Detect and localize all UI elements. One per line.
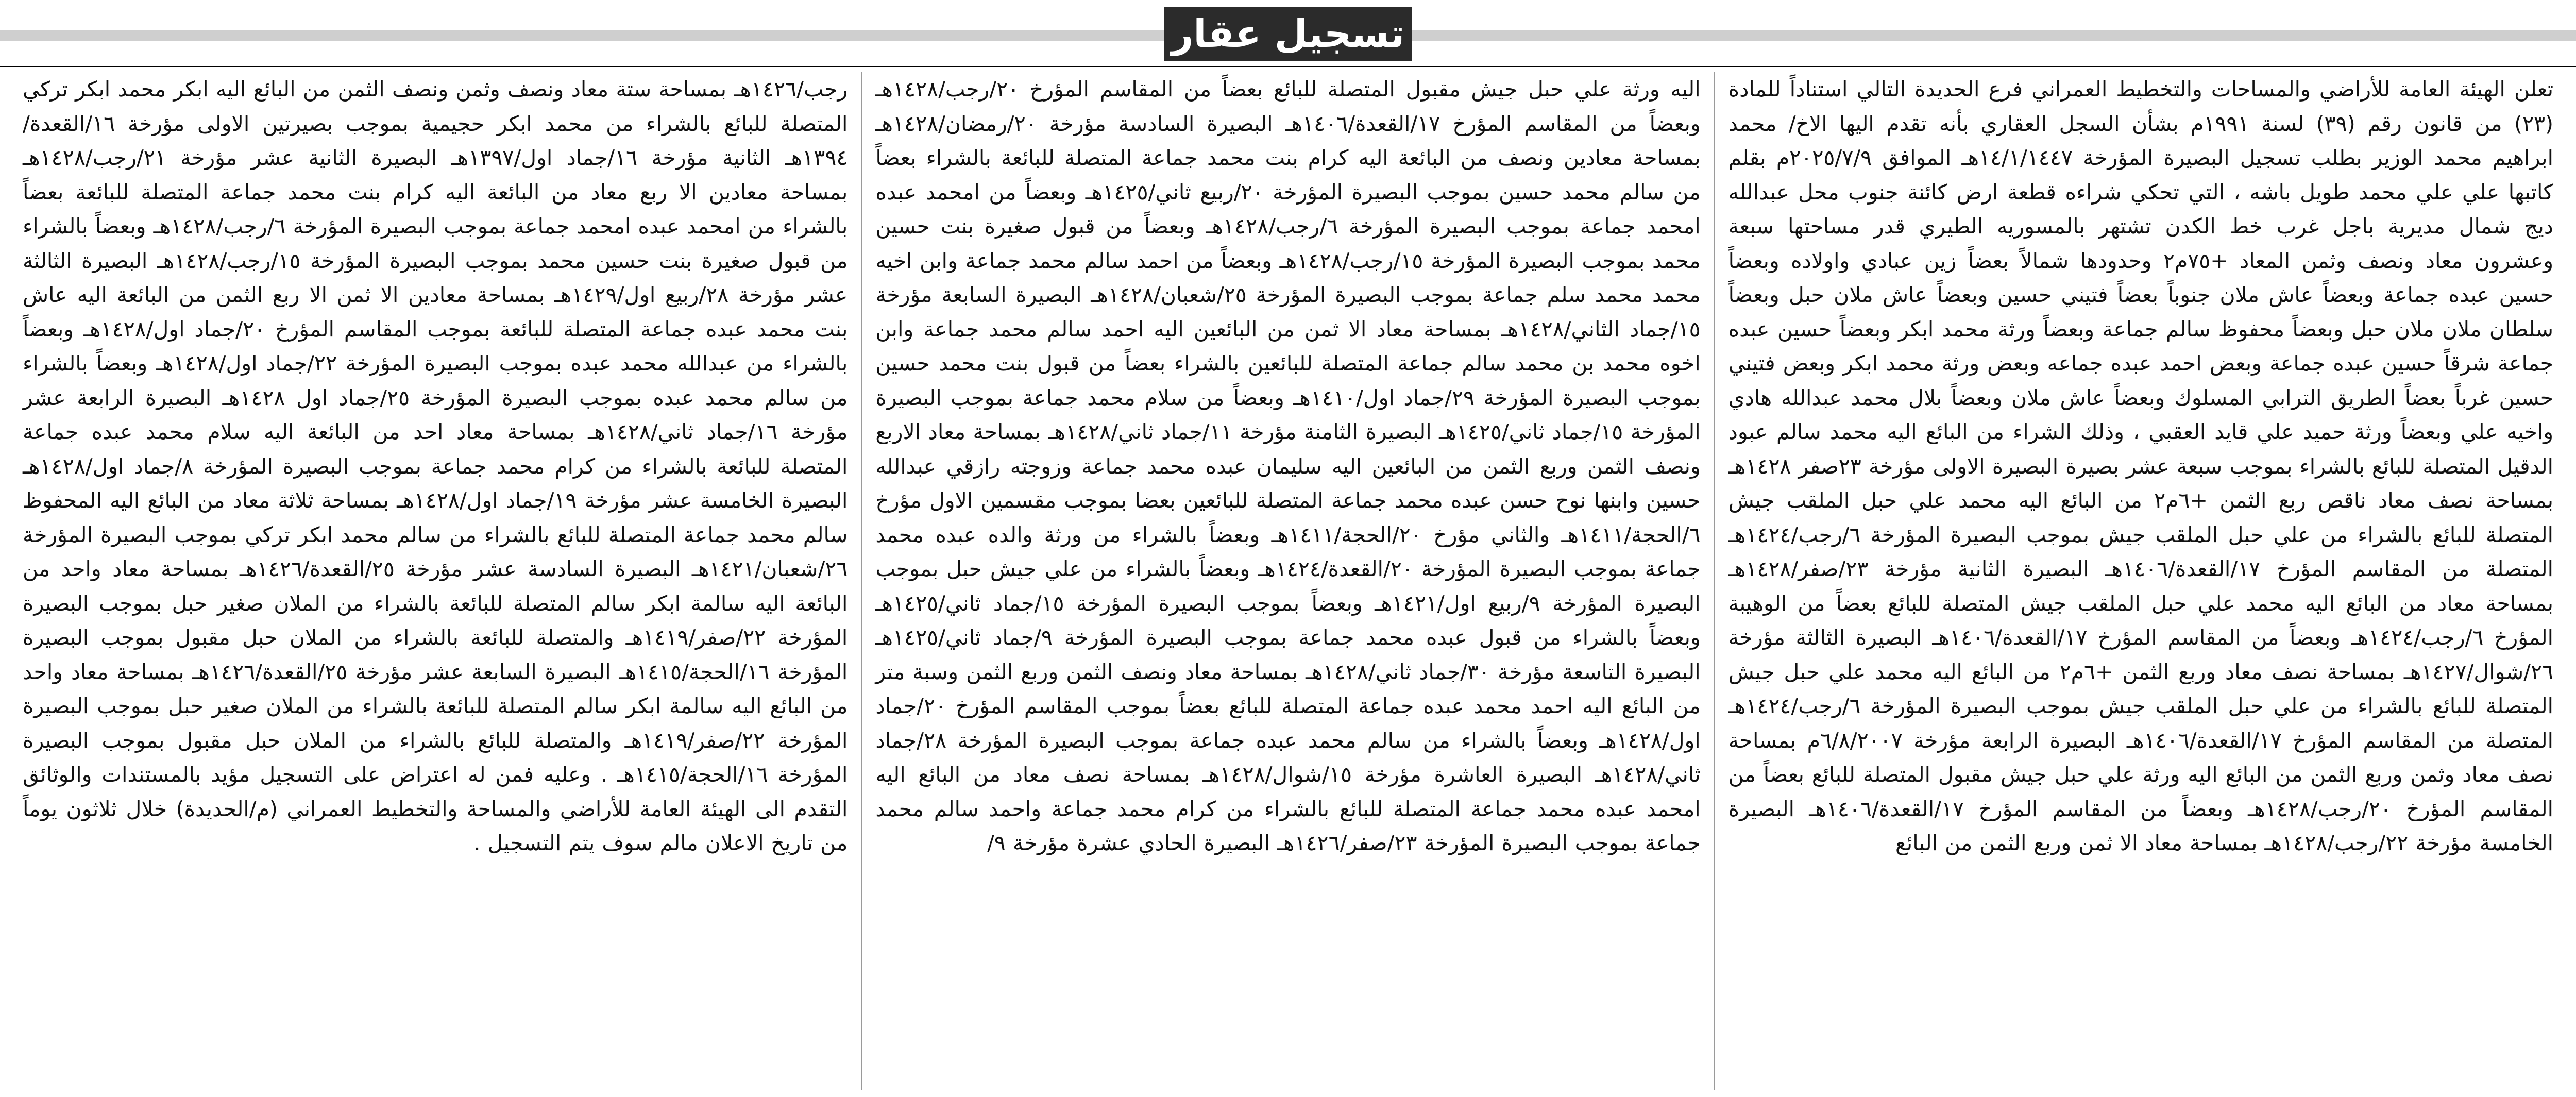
notice-column-3 [9, 72, 861, 1090]
notice-column-1 [1714, 72, 2567, 1090]
notice-column-2 [861, 72, 1714, 1090]
notice-paragraph: اليه ورثة علي حبل جيش مقبول المتصلة للبائع بعضاً من المقاسم المؤرخ ٢٠/رجب/١٤٢٨هـ وبعضاً من المقاسم المؤرخ ١٧/القعدة/١٤٠٦هـ البصيرة السادسة مؤرخة ٢٠/رمضان/١٤٢٨هـ بمساحة معادين ونصف من البائعة اليه كرام بنت محمد جماعة المتصلة للبائعة بالشراء بعضاً من سالم محمد حسين بموجب البصيرة المؤرخة ٢٠/ربيع ثاني/١٤٢٥هـ وبعضاً من امحمد عبده امحمد جماعة بموجب البصيرة المؤرخة ٦/رجب/١٤٢٨هـ وبعضاً من قبول صغيرة بنت حسين محمد بموجب البصيرة المؤرخة ١٥/رجب/١٤٢٨هـ وبعضاً من احمد سالم محمد جماعة وابن اخيه محمد محمد سلم جماعة بموجب البصيرة المؤرخة ٢٥/شعبان/١٤٢٨هـ البصيرة السابعة مؤرخة ١٥/جماد الثاني/١٤٢٨هـ بمساحة معاد الا ثمن من البائعين اليه احمد سالم محمد جماعة وابن اخوه محمد بن محمد سالم جماعة المتصلة للبائعين بالشراء بعضاً من قبول بنت محمد حسين بموجب البصيرة المؤرخة ٢٩/جماد اول/١٤١٠هـ وبعضاً من سلام محمد جماعة بموجب البصيرة المؤرخة ١٥/جماد ثاني/١٤٢٥هـ البصيرة الثامنة مؤرخة ١١/جماد ثاني/١٤٢٨هـ بمساحة معاد الاربع ونصف الثمن وربع الثمن من البائعين اليه سليمان عبده محمد جماعة وزوجته رازقي عبدالله حسين وابنها نوح حسن عبده محمد جماعة المتصلة للبائعين بعضا بموجب مقسمين الاول مؤرخ ٦/الحجة/١٤١١هـ والثاني مؤرخ ٢٠/الحجة/١٤١١هـ وبعضاً بالشراء من ورثة والده عبده محمد جماعة بموجب البصيرة المؤرخة ٢٠/القعدة/١٤٢٤هـ وبعضاً بالشراء من علي جيش حبل بموجب البصيرة المؤرخة ٩/ربيع اول/١٤٢١هـ وبعضاً بموجب البصيرة المؤرخة ١٥/جماد ثاني/١٤٢٥هـ وبعضاً بالشراء من قبول عبده محمد جماعة بموجب البصيرة المؤرخة ٩/جماد ثاني/١٤٢٥هـ البصيرة التاسعة مؤرخة ٣٠/جماد ثاني/١٤٢٨هـ بمساحة معاد ونصف الثمن وربع الثمن وسبة متر من البائع اليه احمد محمد عبده جماعة المتصلة للبائع بعضاً بموجب المقاسم المؤرخ ٢٠/جماد اول/١٤٢٨هـ وبعضاً بالشراء من سالم محمد عبده جماعة بموجب البصيرة المؤرخة ٢٨/جماد ثاني/١٤٢٨هـ البصيرة العاشرة مؤرخة ١٥/شوال/١٤٢٨هـ بمساحة نصف معاد من البائع اليه امحمد عبده محمد جماعة المتصلة للبائع بالشراء من كرام محمد جماعة واحمد سالم محمد جماعة بموجب البصيرة المؤرخة ٢٣/صفر/١٤٢٦هـ البصيرة الحادي عشرة مؤرخة ٩/ [875, 77, 1701, 855]
notice-header [0, 0, 2576, 67]
notice-columns [9, 72, 2567, 1090]
notice-paragraph: رجب/١٤٢٦هـ بمساحة ستة معاد ونصف وثمن ونصف الثمن من البائع اليه ابكر محمد ابكر تركي المتصلة للبائع بالشراء من محمد ابكر حجيمية بموجب بصيرتين الاولى مؤرخة ١٦/القعدة/١٣٩٤هـ الثانية مؤرخة ١٦/جماد اول/١٣٩٧هـ البصيرة الثانية عشر مؤرخة ٢١/رجب/١٤٢٨هـ بمساحة معادين الا ربع معاد من البائعة اليه كرام بنت محمد جماعة المتصلة للبائعة بعضاً بالشراء من امحمد عبده امحمد جماعة بموجب البصيرة المؤرخة ٦/رجب/١٤٢٨هـ وبعضاً بالشراء من قبول صغيرة بنت حسين محمد بموجب البصيرة المؤرخة ١٥/رجب/١٤٢٨هـ البصيرة الثالثة عشر مؤرخة ٢٨/ربيع اول/١٤٢٩هـ بمساحة معادين الا ثمن الا ربع الثمن من البائعة اليه عاش بنت محمد عبده جماعة المتصلة للبائعة بموجب المقاسم المؤرخ ٢٠/جماد اول/١٤٢٨هـ وبعضاً بالشراء من عبدالله محمد عبده بموجب البصيرة المؤرخة ٢٢/جماد اول/١٤٢٨هـ وبعضاً بالشراء من سالم محمد عبده بموجب البصيرة المؤرخة ٢٥/جماد اول ١٤٢٨هـ البصيرة الرابعة عشر مؤرخة ١٦/جماد ثاني/١٤٢٨هـ بمساحة معاد احد من البائعة اليه سلام محمد عبده جماعة المتصلة للبائعة بالشراء من كرام محمد جماعة بموجب البصيرة المؤرخة ٨/جماد اول/١٤٢٨هـ البصيرة الخامسة عشر مؤرخة ١٩/جماد اول/١٤٢٨هـ بمساحة ثلاثة معاد من البائع اليه المحفوظ سالم محمد جماعة المتصلة للبائع بالشراء من سالم محمد ابكر تركي بموجب البصيرة المؤرخة ٢٦/شعبان/١٤٢١هـ البصيرة السادسة عشر مؤرخة ٢٥/القعدة/١٤٢٦هـ بمساحة معاد واحد من البائعة اليه سالمة ابكر سالم المتصلة للبائعة بالشراء من الملان صغير حبل بموجب البصيرة المؤرخة ٢٢/صفر/١٤١٩هـ والمتصلة للبائعة بالشراء من الملان حبل مقبول بموجب البصيرة المؤرخة ١٦/الحجة/١٤١٥هـ البصيرة السابعة عشر مؤرخة ٢٥/القعدة/١٤٢٦هـ بمساحة معاد واحد من البائع اليه سالمة ابكر سالم المتصلة للبائعة بالشراء من الملان صغير حبل بموجب البصيرة المؤرخة ٢٢/صفر/١٤١٩هـ والمتصلة للبائع بالشراء من الملان حبل مقبول بموجب البصيرة المؤرخة ١٦/الحجة/١٤١٥هـ . وعليه فمن له اعتراض على التسجيل مؤيد بالمستندات والوثائق التقدم الى الهيئة العامة للأراضي والمساحة والتخطيط العمراني (م/الحديدة) خلال ثلاثون يوماً من تاريخ الاعلان مالم سوف يتم التسجيل . [23, 77, 848, 855]
notice-paragraph: تعلن الهيئة العامة للأراضي والمساحات والتخطيط العمراني فرع الحديدة التالي استناداً للمادة (٢٣) من قانون رقم (٣٩) لسنة ١٩٩١م بشأن السجل العقاري بأنه تقدم اليها الاخ/ محمد ابراهيم محمد الوزير بطلب تسجيل البصيرة المؤرخة ١٤/١/١٤٤٧هـ الموافق ٢٠٢٥/٧/٩م بقلم كاتبها علي علي محمد طويل باشه ، التي تحكي شراءه قطعة ارض كائنة جنوب محل عبدالله ديج شمال مديرية باجل غرب خط الكدن تشتهر بالمسوريه الطيري قدر مساحتها سبعة وعشرون معاد ونصف وثمن المعاد +٧٥م٢ وحدودها شمالاً بعضاً زين عبادي واولاده وبعضاً حسين عبده جماعة وبعضاً عاش ملان جنوباً بعضاً فتيني حسين وبعضاً عاش ملان حبل وبعضاً سلطان ملان ملان حبل وبعضاً محفوظ سالم جماعة وبعضاً ورثة محمد ابكر وبعضاً حسين عبده جماعة شرقاً حسين عبده جماعة وبعض احمد عبده جماعه وبعض ورثة محمد ابكر وبعض فتيني حسين غرباً بعضاً الطريق الترابي المسلوك وبعضاً عاش ملان وبعضاً بلال محمد عبدالله هادي واخيه علي وبعضاً ورثة حميد علي قايد العقبي ، وذلك الشراء من البائع اليه محمد سالم عبود الدقيل المتصلة للبائع بالشراء بموجب سبعة عشر بصيرة البصيرة الاولى مؤرخة ٢٣صفر ١٤٢٨هـ بمساحة نصف معاد ناقص ربع الثمن +٦م٢ من البائع اليه محمد علي حبل الملقب جيش المتصلة للبائع بالشراء من علي حبل الملقب جيش بموجب البصيرة المؤرخة ٦/رجب/١٤٢٤هـ المتصلة من المقاسم المؤرخ ١٧/القعدة/١٤٠٦هـ البصيرة الثانية مؤرخة ٢٣/صفر/١٤٢٨هـ بمساحة معاد من البائع اليه محمد علي حبل الملقب جيش المتصلة للبائع بعضاً من الوهيبة المؤرخ ٦/رجب/١٤٢٤هـ وبعضاً من المقاسم المؤرخ ١٧/القعدة/١٤٠٦هـ البصيرة الثالثة مؤرخة ٢٦/شوال/١٤٢٧هـ بمساحة نصف معاد وربع الثمن +٦م٢ من البائع اليه محمد علي حبل جيش المتصلة للبائع بالشراء من علي حبل الملقب جيش بموجب البصيرة المؤرخة ٦/رجب/١٤٢٤هـ المتصلة من المقاسم المؤرخ ١٧/القعدة/١٤٠٦هـ البصيرة الرابعة مؤرخة ٦/٨/٢٠٠٧م بمساحة نصف معاد وثمن وربع الثمن من البائع اليه ورثة علي حبل جيش مقبول المتصلة للبائع بعضاً من المقاسم المؤرخ ٢٠/رجب/١٤٢٨هـ وبعضاً من المقاسم المؤرخ ١٧/القعدة/١٤٠٦هـ البصيرة الخامسة مؤرخة ٢٢/رجب/١٤٢٨هـ بمساحة معاد الا ثمن وربع الثمن من البائع [1728, 77, 2553, 855]
notice-title: تسجيل عقار [1164, 7, 1412, 61]
